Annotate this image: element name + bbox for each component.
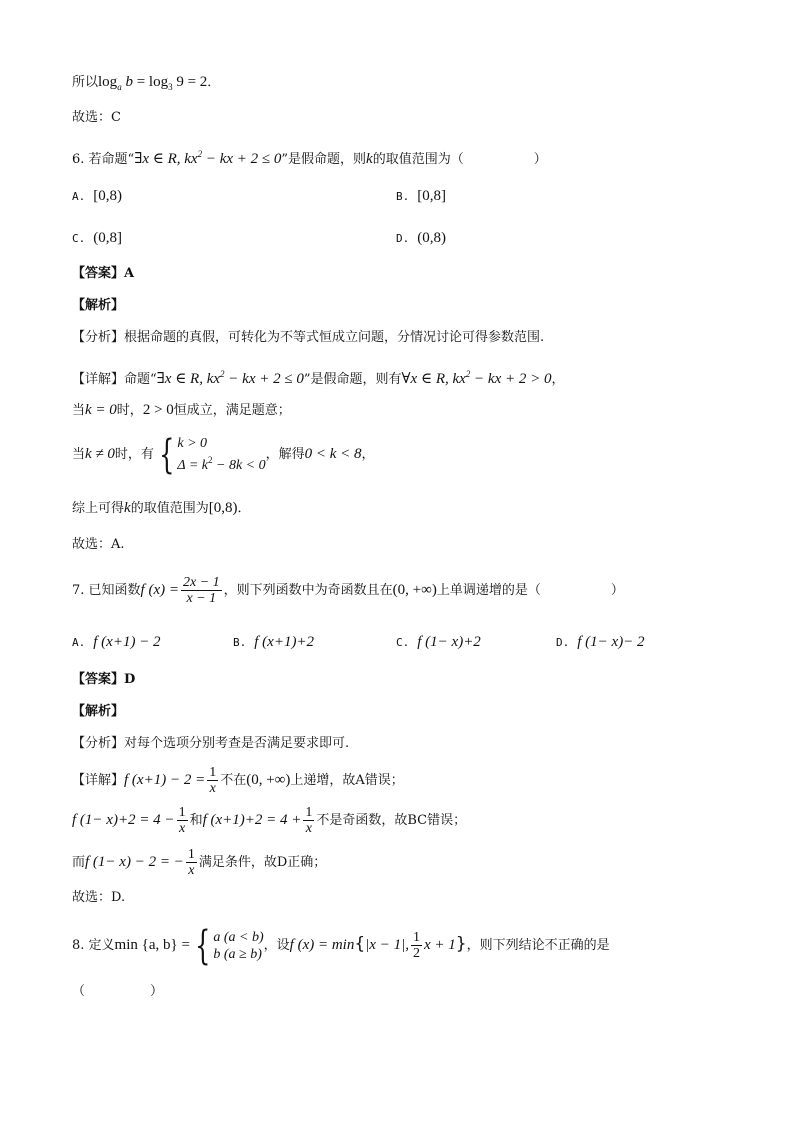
detail-7-a	[72, 760, 404, 800]
choose-line-5: 故选：C	[72, 110, 121, 125]
q7-fraction: $\frac{2x - 1}{x - 1}$	[182, 575, 220, 606]
d7c-a: 而	[72, 855, 86, 870]
d6-prop: ∃x ∈ R, $kx^2$ − kx + 2 ≤ 0	[156, 369, 304, 387]
summary-6	[72, 498, 250, 519]
d7b-lhs: f (1− x)+2 = 4 −	[72, 812, 175, 828]
math-log: $\log_a b = \log_3 9 = 2$	[98, 74, 208, 92]
c2-d: ，	[361, 447, 375, 462]
q8-answer-paren: （ ）	[72, 984, 164, 999]
q7-option-a[interactable]	[72, 632, 161, 653]
q6-option-a[interactable]	[72, 186, 122, 207]
answer-7: 【答案】D	[72, 672, 136, 687]
detail-7-b	[72, 800, 466, 840]
d6-a: 【详解】命题“	[72, 372, 157, 387]
d7c-tail: 满足条件，故D正确；	[198, 855, 327, 870]
q8-b: ，设	[263, 938, 290, 953]
text-tail: ．	[207, 75, 221, 90]
case-k-nonzero	[72, 432, 375, 476]
c2-cond: k ≠ 0	[85, 446, 115, 462]
d7b-and: 和	[189, 813, 203, 828]
d6-forall: ∀x ∈ R, $kx^2$ − kx + 2 > 0	[401, 369, 552, 387]
option-label: C.	[396, 636, 410, 649]
q8-a: 8. 定义	[72, 938, 115, 953]
case-k-zero	[72, 400, 291, 421]
q7-b: ，则下列函数中为奇函数且在	[223, 583, 393, 598]
d7b-tail: 不是奇函数，故BC错误；	[316, 813, 467, 828]
option-value: [0,8)	[93, 188, 122, 204]
choose-line-7: 故选：D.	[72, 890, 126, 905]
d6-c: ，	[551, 372, 565, 387]
detail-6	[72, 364, 565, 390]
c1-c: 恒成立，满足题意；	[173, 403, 291, 418]
frac-1-over-x: $\frac{1}{x}$	[187, 847, 195, 878]
analysis-summary-6: 【分析】根据命题的真假，可转化为不等式恒成立问题，分情况讨论可得参数范围.	[72, 330, 545, 345]
piecewise-definition: { a (a < b) b (a ≥ b)	[194, 922, 264, 969]
s6-range: [0,8)	[208, 500, 238, 516]
q7-option-d[interactable]	[556, 632, 645, 653]
q6-option-c[interactable]	[72, 228, 122, 249]
left-brace: {	[354, 934, 366, 954]
q6-prefix: 6. 若命题“	[72, 152, 135, 167]
q7-close: ）	[610, 583, 624, 598]
q7-fx: f (x) =	[140, 582, 179, 598]
right-brace: }	[455, 934, 467, 954]
d7b-rhs: f (x+1)+2 = 4 +	[202, 812, 302, 828]
c1-cond: k = 0	[85, 402, 117, 418]
option-value: f (1− x)− 2	[577, 634, 645, 650]
frac-1-over-x: $\frac{1}{x}$	[305, 805, 313, 836]
conclusion-line	[72, 72, 220, 97]
var-k: k	[366, 151, 373, 167]
frac-one-half: $\frac{1}{2}$	[412, 930, 420, 961]
q6-option-b[interactable]	[396, 186, 446, 207]
inequality-system: { k > 0 $\Delta = k^2 - 8k < 0$	[159, 431, 266, 478]
option-value: f (x+1)+2	[254, 634, 315, 650]
c1-b: 时，	[116, 403, 143, 418]
d7-c: 上递增，故A错误；	[290, 773, 404, 788]
option-value: f (x+1) − 2	[93, 634, 161, 650]
text-prefix: 所以	[72, 75, 99, 90]
q6-close: ）	[533, 152, 547, 167]
q8-fx: f (x) = min	[289, 937, 355, 953]
option-label: C.	[72, 232, 86, 245]
option-label: B.	[233, 636, 247, 649]
q7-a: 7. 已知函数	[72, 583, 141, 598]
option-value: (0,8)	[417, 230, 446, 246]
s6-b: 的取值范围为	[130, 501, 209, 516]
var-k: k	[124, 500, 131, 516]
c1-a: 当	[72, 403, 86, 418]
c2-sol: 0 < k < 8	[304, 446, 362, 462]
q6-mid: ”是假命题，则	[281, 152, 367, 167]
c2-b: 时，有	[114, 447, 154, 462]
c1-ineq: 2 > 0	[142, 402, 174, 418]
q8-c: ，则下列结论不正确的是	[466, 938, 610, 953]
d7-b: 不在	[220, 773, 247, 788]
answer-6: 【答案】A	[72, 266, 135, 281]
q8-min-def: min {a, b} =	[114, 937, 190, 953]
frac-1-over-x: $\frac{1}{x}$	[209, 765, 217, 796]
question-8	[72, 922, 610, 969]
detail-7-c	[72, 842, 326, 882]
q6-proposition: ∃x ∈ R, $kx^2$ − kx + 2 ≤ 0	[134, 149, 282, 167]
q7-option-b[interactable]	[233, 632, 314, 653]
s6-a: 综上可得	[72, 501, 125, 516]
analysis-heading-6: 【解析】	[72, 298, 125, 313]
q6-option-d[interactable]	[396, 228, 446, 249]
d7c-lhs: f (1− x) − 2 = −	[85, 854, 184, 870]
q8-linear: x + 1	[423, 937, 456, 953]
q8-abs: |x − 1|,	[365, 937, 409, 953]
choose-line-6: 故选：A.	[72, 537, 125, 552]
d7-interval: (0, +∞)	[246, 772, 291, 788]
question-6	[72, 144, 547, 170]
option-label: B.	[396, 190, 410, 203]
analysis-heading-7: 【解析】	[72, 704, 125, 719]
q6-suffix: 的取值范围为（	[372, 152, 464, 167]
c2-a: 当	[72, 447, 86, 462]
q7-c: 上单调递增的是（	[436, 583, 541, 598]
d6-b: ”是假命题，则有	[303, 372, 402, 387]
option-value: (0,8]	[93, 230, 122, 246]
option-label: A.	[72, 190, 86, 203]
s6-c: ．	[237, 501, 251, 516]
d7-lhs: f (x+1) − 2 =	[124, 772, 206, 788]
q7-option-c[interactable]	[396, 632, 481, 653]
option-label: A.	[72, 636, 86, 649]
option-value: [0,8]	[417, 188, 446, 204]
analysis-summary-7: 【分析】对每个选项分别考查是否满足要求即可.	[72, 736, 350, 751]
question-7	[72, 570, 624, 610]
option-label: D.	[556, 636, 570, 649]
q7-interval: (0, +∞)	[392, 582, 437, 598]
c2-c: ，解得	[265, 447, 305, 462]
d7-a: 【详解】	[72, 773, 125, 788]
frac-1-over-x: $\frac{1}{x}$	[178, 805, 186, 836]
option-value: f (1− x)+2	[417, 634, 481, 650]
option-label: D.	[396, 232, 410, 245]
